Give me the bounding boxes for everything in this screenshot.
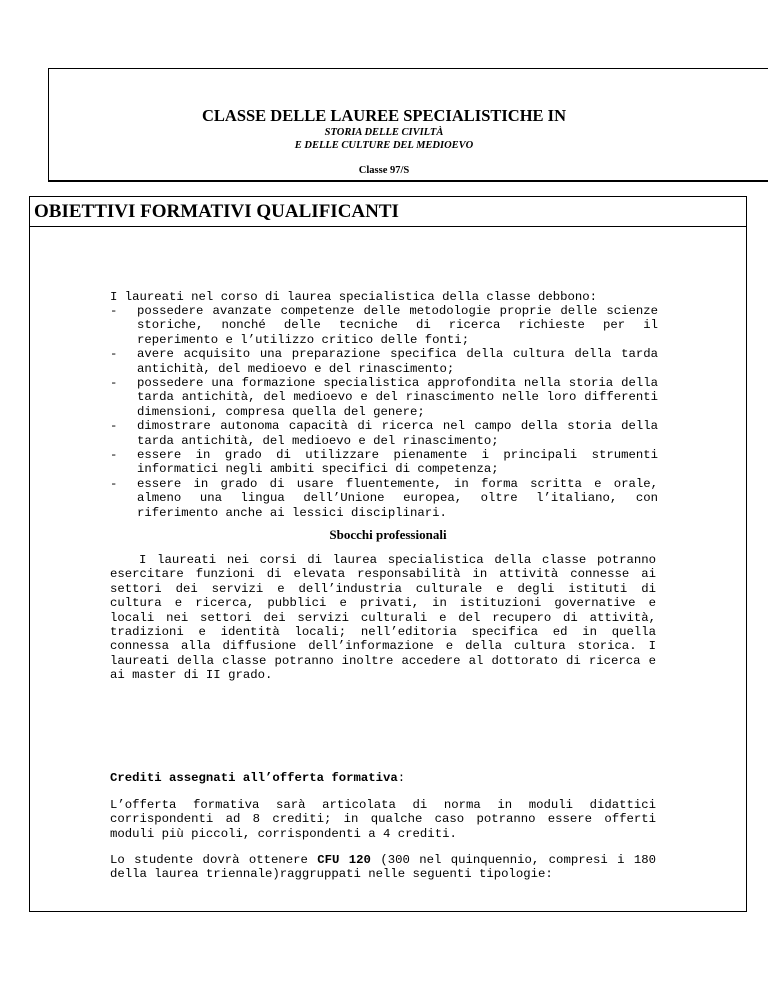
studente-text-after: (300 nel quinquennio, compresi i 180 della laurea triennale)raggruppati nelle seguenti tipologie: — [110, 853, 656, 882]
goals-list — [110, 304, 658, 520]
header-subtitle-line1: STORIA DELLE CIVILTÀ — [324, 127, 444, 138]
list-item — [110, 347, 658, 376]
offerta-text: L’offerta formativa sarà articolata di norma in moduli didattici corrispondenti ad 8 crediti; in qualche caso potranno essere offerti moduli più piccoli, corrispondenti a 4 crediti. — [110, 798, 656, 841]
goal-text: possedere una formazione specialistica approfondita nella storia della tarda antichità, del medioevo e del rinascimento nelle loro differenti dimensioni, compresa quella del genere; — [137, 376, 658, 419]
cfu-value: CFU 120 — [317, 853, 371, 867]
list-item — [110, 448, 658, 477]
header-subtitle-line2: E DELLE CULTURE DEL MEDIOEVO — [294, 140, 474, 151]
goal-text: dimostrare autonoma capacità di ricerca nel campo della storia della tarda antichità, del medioevo e del rinascimento; — [137, 419, 658, 448]
crediti-heading-colon: : — [397, 771, 406, 785]
dash-bullet: - — [110, 476, 118, 491]
dash-bullet: - — [110, 347, 118, 362]
dash-bullet: - — [110, 376, 118, 391]
studente-text-before: Lo studente dovrà ottenere — [110, 853, 318, 867]
goal-text: essere in grado di utilizzare pienamente i principali strumenti informatici negli ambiti specifici di competenza; — [137, 448, 658, 477]
obiettivi-intro: I laureati nel corso di laurea specialistica della classe debbono: — [110, 290, 598, 304]
dash-bullet: - — [110, 448, 118, 463]
crediti-heading-label: Crediti assegnati all’offerta formativa — [110, 771, 398, 785]
list-item — [110, 376, 658, 419]
studente-text — [110, 853, 656, 882]
goal-text: avere acquisito una preparazione specifica della cultura della tarda antichità, del medioevo e del rinascimento; — [137, 347, 658, 376]
crediti-heading — [110, 771, 405, 785]
goal-text: essere in grado di usare fluentemente, in forma scritta e orale, almeno una lingua dell’Unione europea, oltre l’italiano, con riferimento anche ai lessici disciplinari. — [137, 476, 658, 520]
obiettivi-heading: OBIETTIVI FORMATIVI QUALIFICANTI — [29, 196, 747, 227]
list-item — [110, 304, 658, 347]
list-item — [110, 419, 658, 448]
sbocchi-text: I laureati nei corsi di laurea specialistica della classe potranno esercitare funzioni di elevata responsabilità in attività connesse ai settori dei servizi e dell’industria culturale e degli istituti di cultura e ricerca, pubblici e privati, in istituzioni governative e locali nei settori dei servizi culturali e del recupero di attività, tradizioni e identità locali; nell’editoria specifica ed in quella connessa alla diffusione dell’informazione e della cultura storica. I laureati della classe potranno inoltre accedere al dottorato di ricerca e ai master di II grado. — [110, 553, 656, 683]
sbocchi-heading: Sbocchi professionali — [329, 527, 447, 542]
header-classe: Classe 97/S — [358, 165, 410, 176]
dash-bullet: - — [110, 419, 118, 434]
dash-bullet: - — [110, 304, 118, 318]
header-title: CLASSE DELLE LAUREE SPECIALISTICHE IN — [201, 106, 567, 125]
list-item — [110, 477, 658, 520]
goal-text: possedere avanzate competenze delle metodologie proprie delle scienze storiche, nonché delle tecniche di ricerca richieste per il reperimento e l’utilizzo critico delle fonti; — [137, 304, 658, 347]
